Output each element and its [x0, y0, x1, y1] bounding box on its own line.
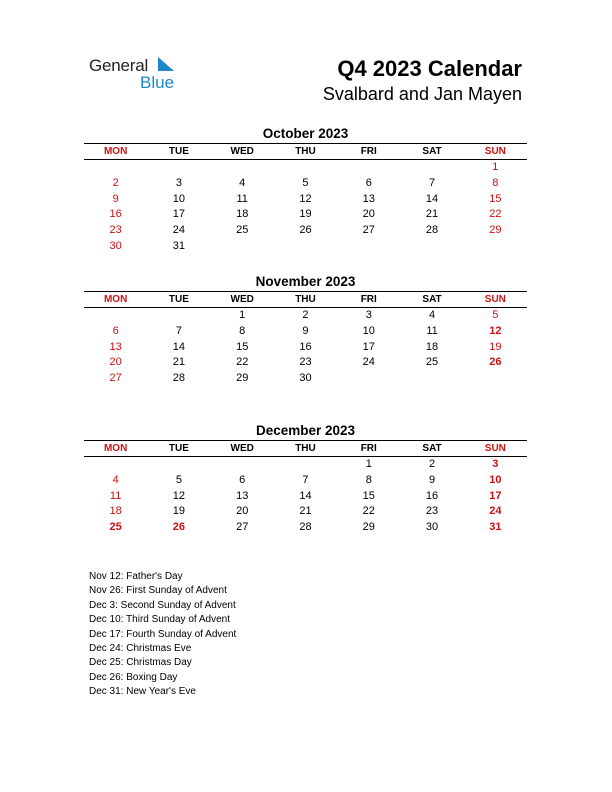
day-cell: 29 — [489, 224, 502, 237]
day-cell: 8 — [239, 324, 246, 337]
day-cell: 2 — [302, 309, 309, 321]
weekday-header-tue: TUE — [147, 144, 210, 160]
day-cell: 28 — [172, 372, 186, 385]
day-cell: 1 — [365, 458, 372, 470]
day-cell: 28 — [299, 521, 312, 534]
day-cell: 30 — [109, 239, 122, 252]
week-row — [84, 239, 527, 255]
month-title: December 2023 — [255, 423, 356, 438]
day-cell: 19 — [489, 340, 502, 353]
holiday-item: Dec 25: Christmas Day — [89, 657, 192, 669]
day-cell: 13 — [109, 340, 122, 353]
day-cell: 27 — [109, 372, 122, 385]
day-cell — [464, 371, 527, 387]
day-cell: 6 — [365, 176, 372, 189]
weekday-header-wed: WED — [211, 441, 274, 457]
holiday-item: Nov 26: First Sunday of Advent — [89, 585, 227, 597]
week-row — [84, 324, 527, 340]
holiday-list — [89, 570, 236, 700]
day-cell: 15 — [236, 340, 249, 353]
day-cell — [400, 239, 463, 255]
weekday-header-thu: THU — [274, 441, 337, 457]
day-cell: 9 — [302, 324, 309, 337]
day-cell: 20 — [109, 356, 122, 369]
day-cell: 18 — [109, 505, 122, 518]
page-subtitle: Svalbard and Jan Mayen — [322, 84, 522, 104]
day-cell: 31 — [489, 521, 502, 534]
day-cell: 27 — [362, 224, 375, 237]
week-row — [84, 207, 527, 223]
day-cell — [274, 239, 337, 255]
holiday-item: Dec 26: Boxing Day — [89, 671, 178, 683]
weekday-header-sat: SAT — [400, 292, 463, 308]
day-cell: 1 — [239, 309, 246, 321]
holiday-item: Dec 3: Second Sunday of Advent — [89, 599, 236, 611]
weekday-header-sat: SAT — [400, 144, 463, 160]
day-cell: 11 — [236, 192, 248, 205]
day-cell: 20 — [236, 505, 249, 518]
weekday-header-thu: THU — [274, 292, 337, 308]
calendar-grid — [84, 291, 527, 387]
holiday-item: Dec 31: New Year's Eve — [89, 686, 196, 698]
day-cell — [147, 308, 210, 324]
logo-text-blue: Blue — [140, 73, 175, 92]
day-cell: 15 — [489, 192, 502, 205]
day-cell: 31 — [172, 239, 186, 252]
week-row — [84, 340, 527, 356]
day-cell: 25 — [236, 224, 249, 237]
holiday-item: Dec 24: Christmas Eve — [89, 642, 192, 654]
day-cell — [337, 371, 400, 387]
week-row — [84, 160, 527, 176]
month-november — [84, 273, 527, 387]
day-cell — [211, 239, 274, 255]
day-cell — [337, 239, 400, 255]
day-cell — [337, 160, 400, 176]
day-cell: 21 — [425, 208, 439, 221]
weekday-header-fri: FRI — [337, 441, 400, 457]
calendar-grid — [84, 143, 527, 255]
page-title: Q4 2023 Calendar — [337, 56, 522, 81]
day-cell: 22 — [362, 505, 375, 518]
weekday-header-wed: WED — [211, 144, 274, 160]
day-cell — [84, 308, 147, 324]
day-cell: 9 — [112, 192, 119, 205]
day-cell: 4 — [112, 473, 119, 486]
day-cell: 2 — [428, 458, 436, 470]
day-cell: 10 — [172, 192, 186, 205]
day-cell — [211, 457, 274, 473]
weekday-header-thu: THU — [274, 144, 337, 160]
week-row — [84, 371, 527, 387]
weekday-header-sun: SUN — [464, 144, 527, 160]
day-cell: 16 — [109, 208, 122, 221]
day-cell: 29 — [362, 521, 375, 534]
weekday-header-mon: MON — [84, 144, 147, 160]
week-row — [84, 473, 527, 489]
day-cell: 13 — [236, 489, 249, 502]
day-cell — [400, 160, 463, 176]
day-cell: 6 — [112, 324, 119, 337]
day-cell: 4 — [428, 309, 436, 321]
day-cell: 24 — [362, 356, 375, 369]
day-cell: 14 — [172, 340, 186, 353]
holiday-item: Nov 12: Father's Day — [89, 571, 183, 582]
day-cell: 21 — [172, 356, 186, 369]
day-cell: 16 — [299, 340, 312, 353]
day-cell: 3 — [365, 309, 372, 321]
month-october — [84, 125, 527, 255]
day-cell: 20 — [362, 208, 375, 221]
day-cell: 7 — [302, 473, 309, 486]
weekday-header-fri: FRI — [337, 292, 400, 308]
weekday-header-sun: SUN — [464, 441, 527, 457]
day-cell: 18 — [236, 208, 249, 221]
day-cell: 15 — [362, 489, 375, 502]
day-cell: 3 — [492, 458, 499, 470]
weekday-header-tue: TUE — [147, 441, 210, 457]
day-cell: 1 — [492, 161, 499, 173]
day-cell: 19 — [299, 208, 312, 221]
weekday-header-sun: SUN — [464, 292, 527, 308]
day-cell: 23 — [425, 505, 439, 518]
day-cell — [84, 160, 147, 176]
day-cell — [400, 371, 463, 387]
day-cell: 13 — [362, 192, 375, 205]
day-cell: 24 — [489, 505, 502, 518]
day-cell: 11 — [426, 324, 438, 337]
day-cell: 11 — [109, 489, 122, 502]
holiday-item: Dec 17: Fourth Sunday of Advent — [89, 628, 237, 640]
day-cell: 17 — [489, 489, 502, 502]
weekday-header-sat: SAT — [400, 441, 463, 457]
day-cell: 5 — [175, 473, 182, 486]
day-cell: 26 — [489, 356, 502, 369]
week-row — [84, 355, 527, 371]
day-cell: 5 — [302, 176, 309, 189]
day-cell: 29 — [236, 372, 249, 385]
week-row — [84, 308, 527, 324]
logo-text-general: General — [89, 56, 149, 75]
day-cell: 7 — [175, 324, 182, 337]
calendar-grid — [84, 440, 527, 536]
day-cell: 12 — [489, 324, 502, 337]
day-cell: 12 — [172, 489, 186, 502]
logo — [89, 56, 189, 96]
week-row — [84, 176, 527, 192]
day-cell: 26 — [299, 224, 312, 237]
day-cell: 5 — [492, 309, 499, 321]
day-cell: 28 — [425, 224, 439, 237]
day-cell: 24 — [172, 224, 186, 237]
month-december — [84, 422, 527, 536]
day-cell: 6 — [239, 473, 246, 486]
day-cell: 12 — [299, 192, 312, 205]
day-cell: 27 — [236, 521, 249, 534]
month-title: October 2023 — [262, 126, 349, 141]
day-cell — [274, 160, 337, 176]
day-cell: 16 — [425, 489, 439, 502]
day-cell — [147, 457, 210, 473]
day-cell: 10 — [489, 473, 502, 486]
day-cell: 14 — [425, 192, 439, 205]
day-cell — [464, 239, 527, 255]
day-cell: 23 — [109, 224, 122, 237]
day-cell: 19 — [172, 505, 186, 518]
day-cell — [274, 457, 337, 473]
month-title: November 2023 — [255, 274, 356, 289]
day-cell: 17 — [362, 340, 375, 353]
day-cell: 22 — [489, 208, 502, 221]
day-cell: 23 — [299, 356, 312, 369]
day-cell: 26 — [172, 521, 186, 534]
week-row — [84, 489, 527, 505]
day-cell: 22 — [236, 356, 249, 369]
week-row — [84, 520, 527, 536]
day-cell: 9 — [428, 473, 436, 486]
weekday-header-wed: WED — [211, 292, 274, 308]
week-row — [84, 504, 527, 520]
day-cell: 4 — [239, 176, 246, 189]
weekday-header-mon: MON — [84, 441, 147, 457]
day-cell: 25 — [425, 356, 439, 369]
week-row — [84, 223, 527, 239]
day-cell — [211, 160, 274, 176]
holiday-item: Dec 10: Third Sunday of Advent — [89, 614, 231, 626]
day-cell: 10 — [362, 324, 375, 337]
weekday-header-fri: FRI — [337, 144, 400, 160]
day-cell: 25 — [109, 521, 122, 534]
day-cell — [84, 457, 147, 473]
logo-flag-icon — [158, 57, 174, 71]
weekday-header-tue: TUE — [147, 292, 210, 308]
day-cell: 17 — [172, 208, 186, 221]
day-cell — [147, 160, 210, 176]
day-cell: 3 — [175, 176, 182, 189]
day-cell: 18 — [425, 340, 439, 353]
day-cell: 30 — [299, 372, 312, 385]
weekday-header-mon: MON — [84, 292, 147, 308]
day-cell: 14 — [299, 489, 312, 502]
day-cell: 8 — [492, 176, 499, 189]
day-cell: 30 — [425, 521, 439, 534]
day-cell: 21 — [299, 505, 312, 518]
day-cell: 7 — [428, 176, 436, 189]
week-row — [84, 457, 527, 473]
day-cell: 8 — [365, 473, 372, 486]
week-row — [84, 192, 527, 208]
day-cell: 2 — [112, 176, 119, 189]
